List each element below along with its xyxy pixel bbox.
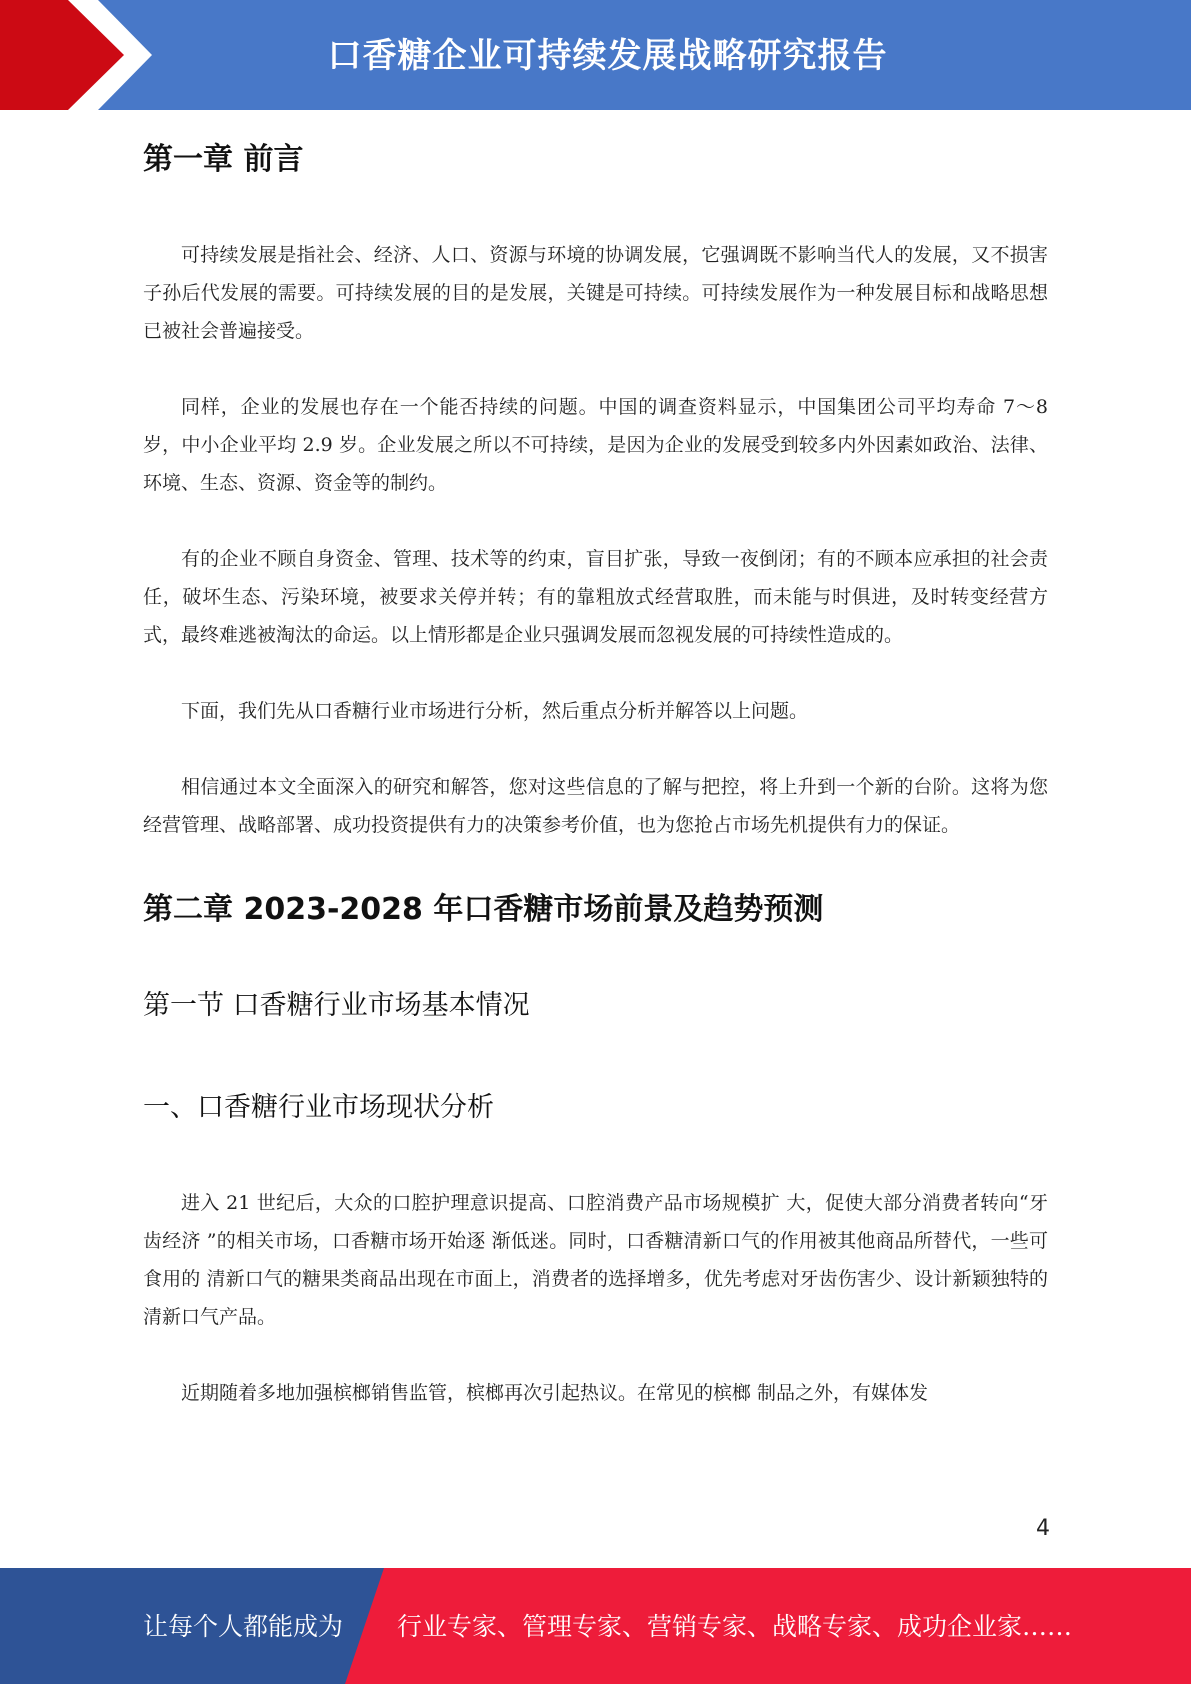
page-footer bbox=[0, 1568, 1191, 1684]
report-title: 口香糖企业可持续发展战略研究报告 bbox=[327, 36, 888, 76]
chapter-1-heading: 第一章 前言 bbox=[143, 142, 304, 177]
body-paragraph: 近期随着多地加强槟榔销售监管，槟榔再次引起热议。在常见的槟榔 制品之外，有媒体发 bbox=[181, 1382, 929, 1404]
chapter-2-heading: 第二章 2023-2028 年口香糖市场前景及趋势预测 bbox=[143, 892, 824, 927]
subsection-heading: 一、口香糖行业市场现状分析 bbox=[143, 1092, 494, 1123]
body-paragraph: 相信通过本文全面深入的研究和解答，您对这些信息的了解与把控，将上升到一个新的台阶。这将为您经营管理、战略部署、成功投资提供有力的决策参考价值，也为您抢占市场先机提供有力的保证。 bbox=[143, 776, 1048, 836]
footer-slogan-lead: 让每个人都能成为 bbox=[143, 1612, 344, 1641]
footer-slogan-roles: 行业专家、管理专家、营销专家、战略专家、成功企业家…… bbox=[397, 1612, 1073, 1641]
section-heading: 第一节 口香糖行业市场基本情况 bbox=[143, 990, 530, 1021]
page-number: 4 bbox=[1036, 1516, 1050, 1541]
body-paragraph: 进入 21 世纪后，大众的口腔护理意识提高、口腔消费产品市场规模扩 大，促使大部分消费者转向“牙齿经济 ”的相关市场，口香糖市场开始逐 渐低迷。同时，口香糖清新口气的作用被其他商品所替代，一些可食用的 清新口气的糖果类商品出现在市面上，消费者的选择增多，优先考虑对牙齿伤害少、设计新颖独特的清新口气产品。 bbox=[143, 1192, 1048, 1328]
page-header bbox=[0, 0, 1191, 110]
body-paragraph: 可持续发展是指社会、经济、人口、资源与环境的协调发展，它强调既不影响当代人的发展，又不损害子孙后代发展的需要。可持续发展的目的是发展，关键是可持续。可持续发展作为一种发展目标和战略思想已被社会普遍接受。 bbox=[143, 244, 1048, 342]
document-body bbox=[143, 130, 1048, 1412]
body-paragraph: 有的企业不顾自身资金、管理、技术等的约束，盲目扩张，导致一夜倒闭；有的不顾本应承担的社会责任，破坏生态、污染环境，被要求关停并转；有的靠粗放式经营取胜，而未能与时俱进，及时转变经营方式，最终难逃被淘汰的命运。以上情形都是企业只强调发展而忽视发展的可持续性造成的。 bbox=[143, 548, 1048, 646]
body-paragraph: 下面，我们先从口香糖行业市场进行分析，然后重点分析并解答以上问题。 bbox=[181, 700, 809, 722]
body-paragraph: 同样，企业的发展也存在一个能否持续的问题。中国的调查资料显示，中国集团公司平均寿命 7～8 岁，中小企业平均 2.9 岁。企业发展之所以不可持续，是因为企业的发展受到较多内外因素如政治、法律、环境、生态、资源、资金等的制约。 bbox=[143, 396, 1048, 494]
